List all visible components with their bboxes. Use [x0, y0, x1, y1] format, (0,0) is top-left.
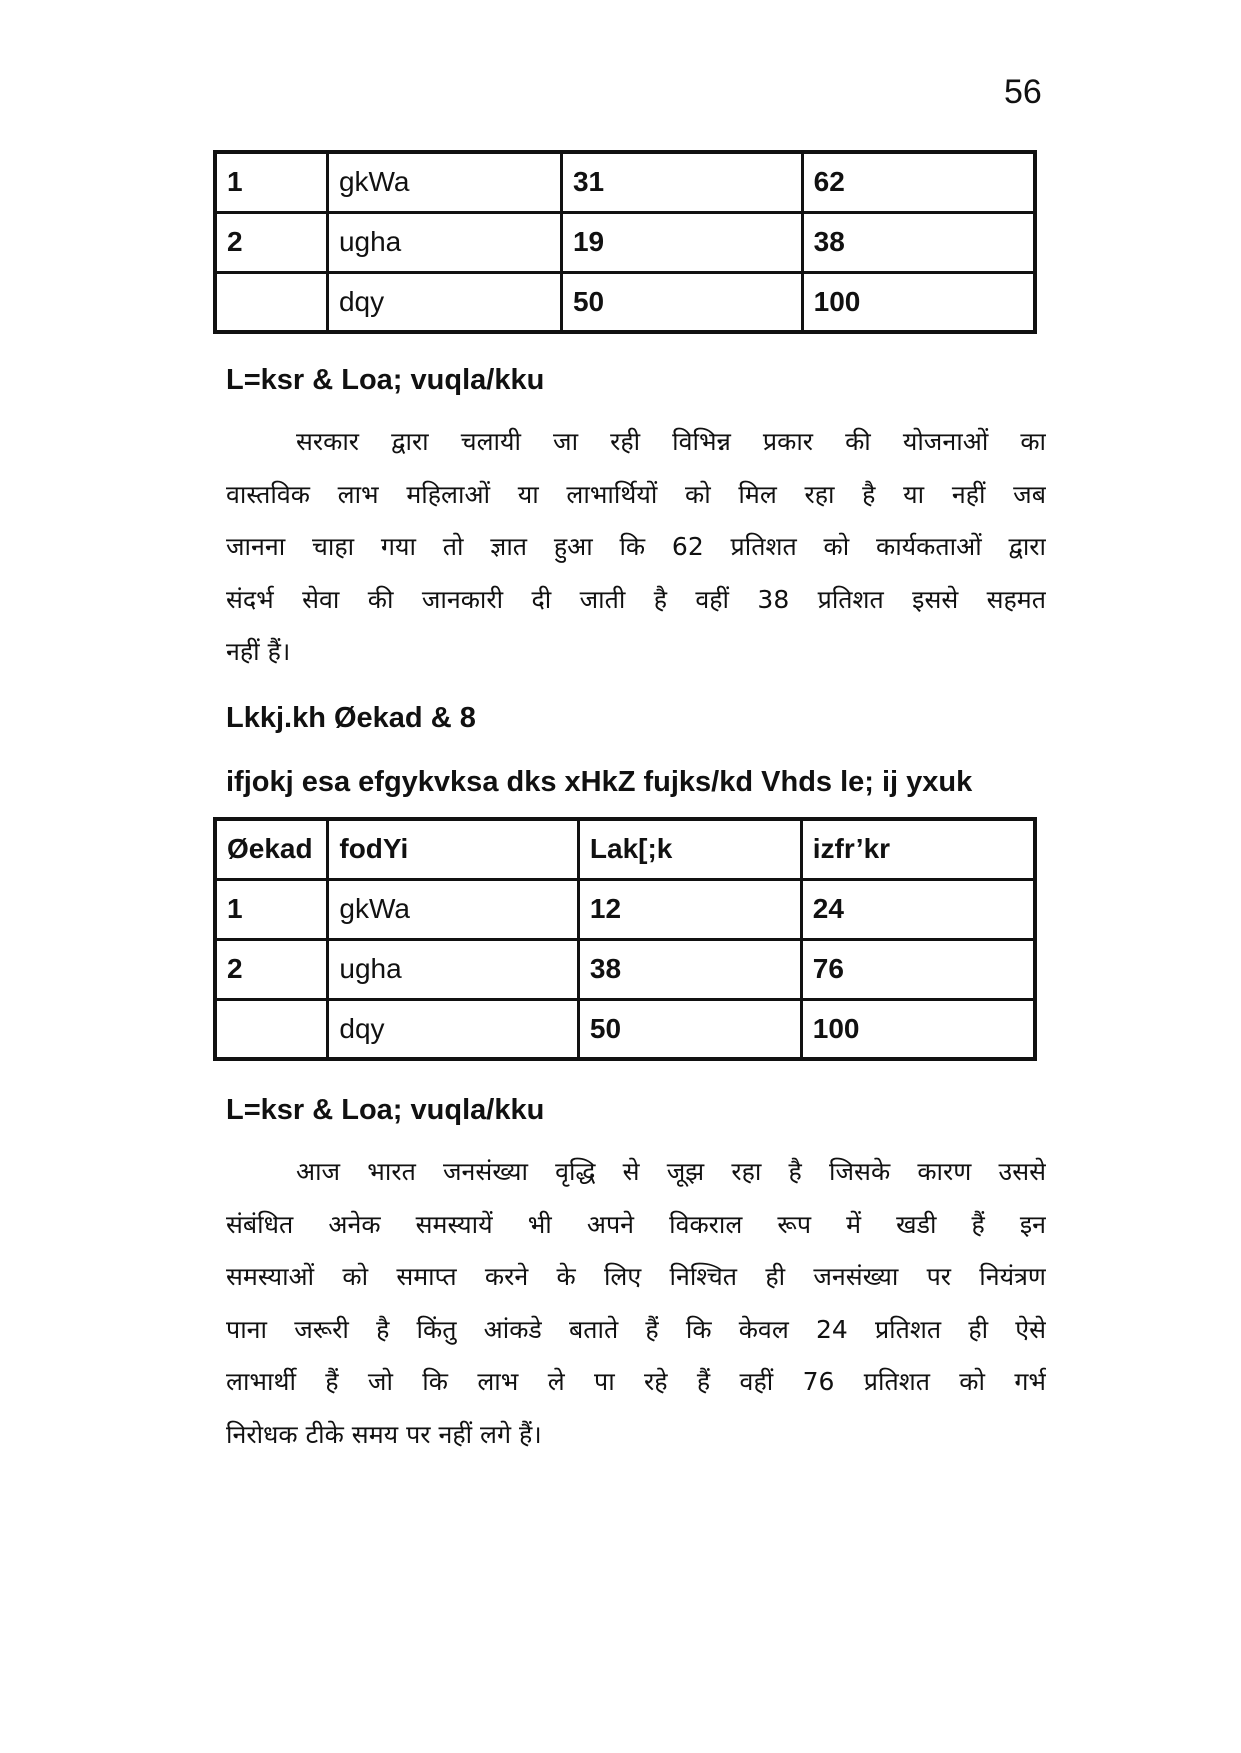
paragraph-line: संबंधित अनेक समस्यायें भी अपने विकराल रूप में खडी हैं इन — [226, 1209, 1046, 1239]
table-row — [215, 152, 1035, 212]
table-row — [215, 879, 1035, 939]
paragraph-line: पाना जरूरी है किंतु आंकडे बताते हैं कि केवल 24 प्रतिशत ही ऐसे — [226, 1314, 1046, 1344]
paragraph-line: लाभार्थी हैं जो कि लाभ ले पा रहे हैं वहीं 76 प्रतिशत को गर्भ — [226, 1367, 1046, 1396]
table-cell-percent: 76 — [801, 939, 1035, 999]
column-header-percent: izfr’kr — [801, 819, 1035, 879]
column-header-serial: Øekad — [215, 819, 328, 879]
column-header-option: fodYi — [328, 819, 579, 879]
table-cell-serial: 1 — [215, 879, 328, 939]
paragraph-line: जानना चाहा गया तो ज्ञात हुआ कि 62 प्रतिशत को कार्यकताओं द्वारा — [226, 532, 1046, 561]
table-cell-percent: 38 — [802, 212, 1035, 272]
table-cell-percent: 100 — [801, 999, 1035, 1059]
table-row-total — [215, 999, 1035, 1059]
table-cell-count: 38 — [578, 939, 801, 999]
paragraph-line: सरकार द्वारा चलायी जा रही विभिन्न प्रकार की योजनाओं का — [296, 427, 1046, 456]
table-row-total — [215, 272, 1035, 332]
table-2-label: Lkkj.kh Øekad & 8 — [226, 702, 476, 734]
table-header-row — [215, 819, 1035, 879]
table-1 — [213, 150, 1037, 334]
table-cell-option: gkWa — [328, 879, 579, 939]
paragraph-2 — [226, 1146, 1046, 1461]
paragraph-line: नहीं हैं। — [226, 637, 291, 666]
table-row — [215, 939, 1035, 999]
table-cell-option: gkWa — [327, 152, 561, 212]
table-cell-option: ugha — [327, 212, 561, 272]
table-cell-count: 19 — [561, 212, 802, 272]
table-cell-serial: 1 — [215, 152, 327, 212]
table-cell-serial — [215, 272, 327, 332]
table-cell-count: 31 — [561, 152, 802, 212]
table-cell-count: 50 — [561, 272, 802, 332]
column-header-count: Lak[;k — [578, 819, 801, 879]
source-note-2: L=ksr & Loa; vuqla/kku — [226, 1094, 545, 1126]
table-cell-serial: 2 — [215, 939, 328, 999]
paragraph-line: निरोधक टीके समय पर नहीं लगे हैं। — [226, 1419, 542, 1449]
table-cell-serial: 2 — [215, 212, 327, 272]
paragraph-1 — [226, 416, 1046, 679]
table-cell-option: dqy — [327, 272, 561, 332]
table-cell-percent: 24 — [801, 879, 1035, 939]
table-cell-percent: 100 — [802, 272, 1035, 332]
table-cell-count: 50 — [578, 999, 801, 1059]
paragraph-line: समस्याओं को समाप्त करने के लिए निश्चित ही जनसंख्या पर नियंत्रण — [226, 1262, 1046, 1291]
table-cell-serial — [215, 999, 328, 1059]
source-note-1: L=ksr & Loa; vuqla/kku — [226, 364, 545, 396]
table-cell-option: dqy — [328, 999, 579, 1059]
table-cell-count: 12 — [578, 879, 801, 939]
paragraph-line: वास्तविक लाभ महिलाओं या लाभार्थियों को मिल रहा है या नहीं जब — [226, 479, 1046, 509]
table-2-title: ifjokj esa efgykvksa dks xHkZ fujks/kd Vhds le; ij yxuk — [226, 766, 973, 798]
page-number: 56 — [1004, 73, 1042, 111]
table-cell-option: ugha — [328, 939, 579, 999]
table-row — [215, 212, 1035, 272]
paragraph-line: आज भारत जनसंख्या वृद्धि से जूझ रहा है जिसके कारण उससे — [296, 1157, 1046, 1186]
table-2 — [213, 817, 1037, 1061]
paragraph-line: संदर्भ सेवा की जानकारी दी जाती है वहीं 38 प्रतिशत इससे सहमत — [226, 584, 1046, 614]
table-cell-percent: 62 — [802, 152, 1035, 212]
